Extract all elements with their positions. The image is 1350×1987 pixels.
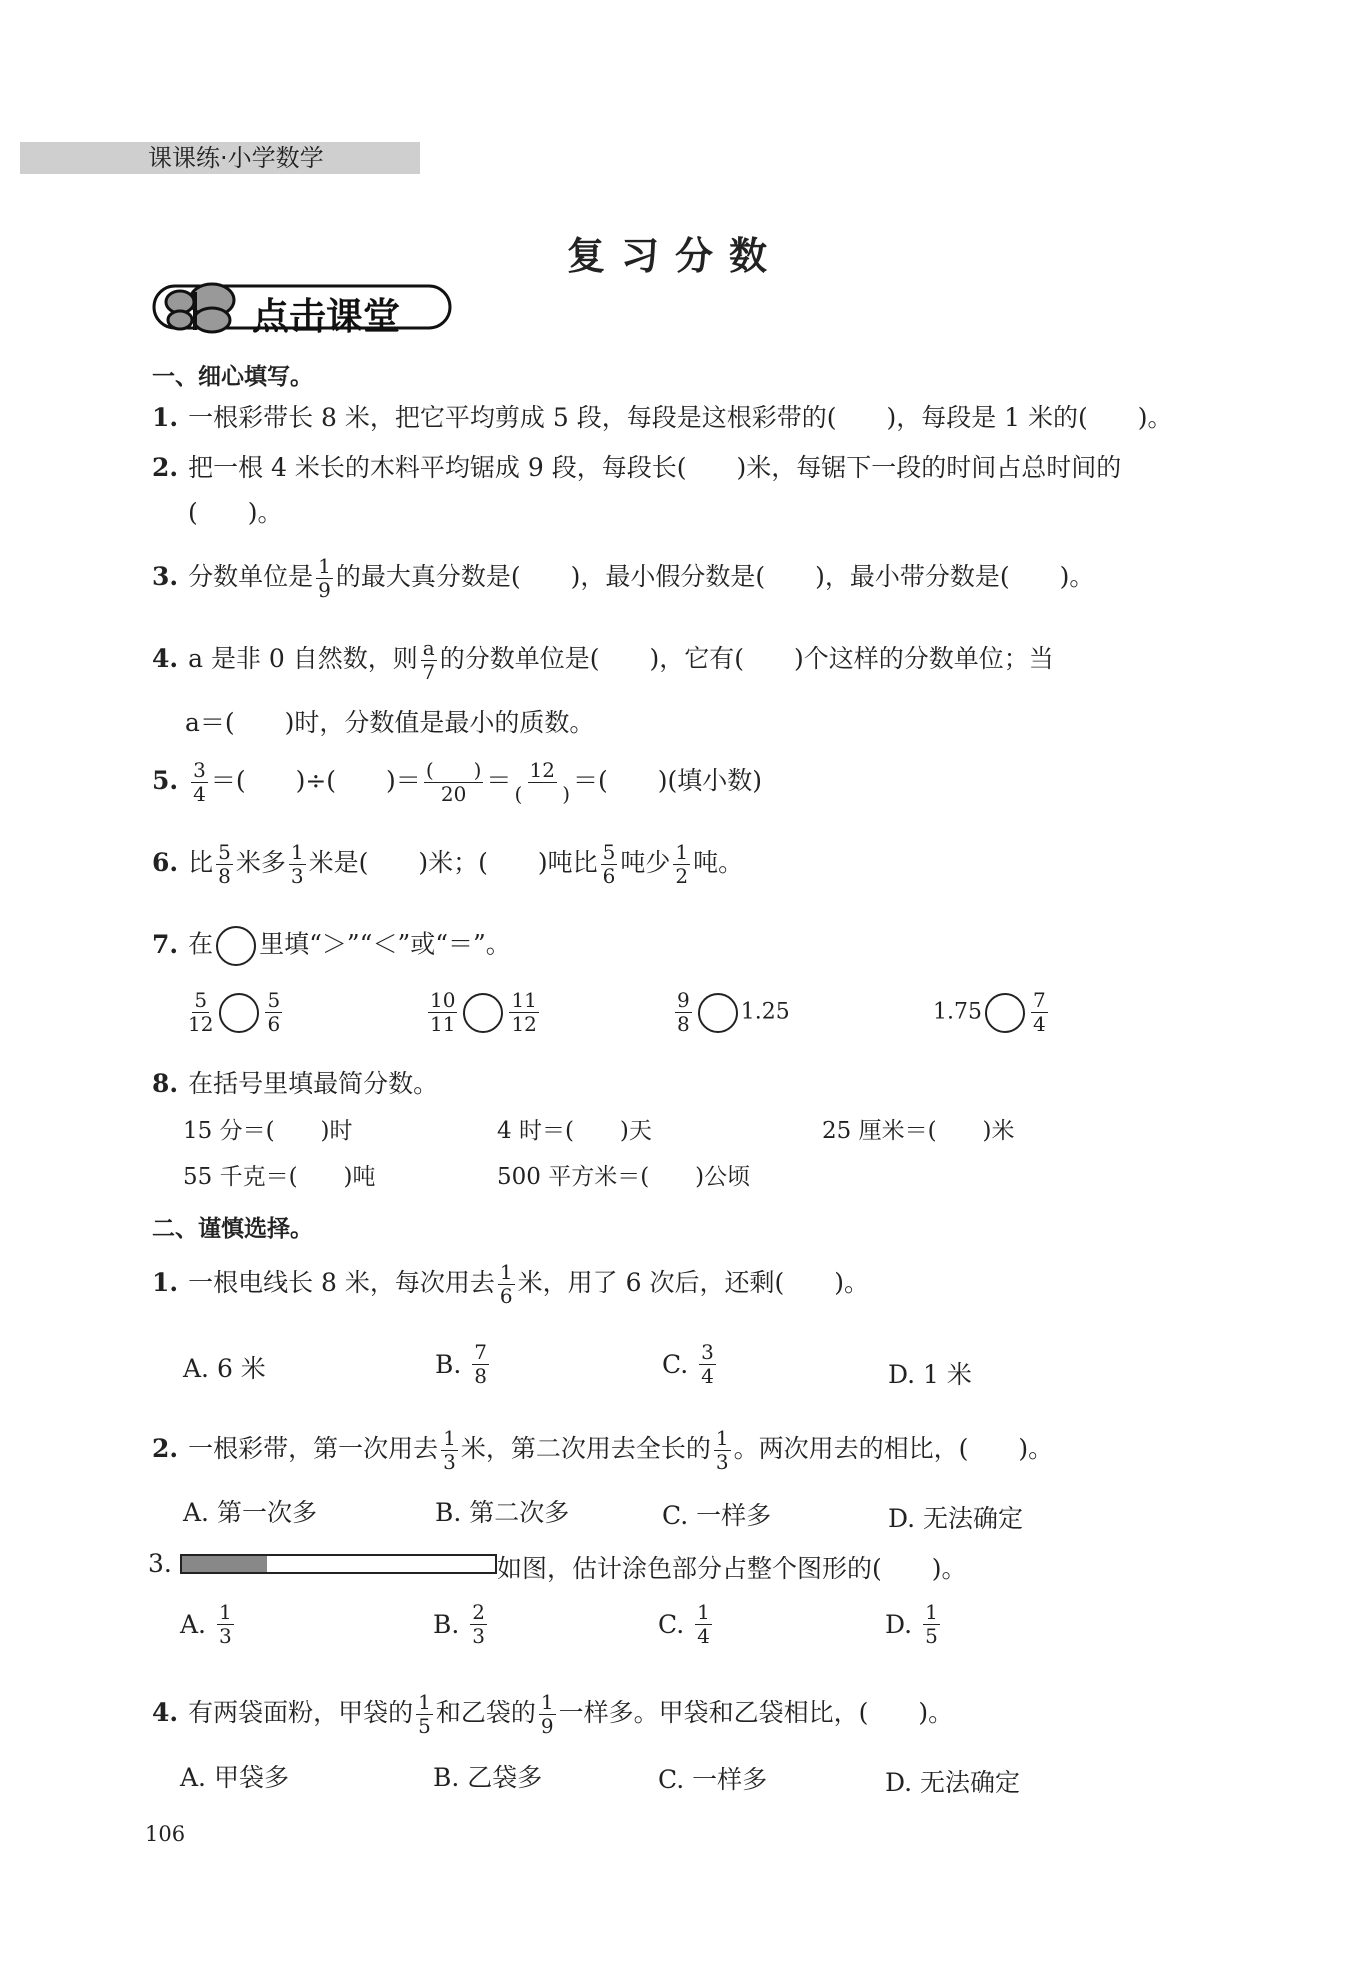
option-a[interactable]: A. 6 米 [183, 1354, 266, 1383]
option-d[interactable]: D. 1 米 [888, 1360, 972, 1389]
conversion-item: 500 平方米＝( )公顷 [497, 1164, 751, 1190]
banner-label: 点击课堂 [252, 295, 400, 338]
choice-question-3-num: 3. [148, 1549, 172, 1578]
question-4: 4. a 是非 0 自然数，则 $\frac{a}{7}$ 的分数单位是( )，它有( )个这样的分数单位；当 [152, 636, 1054, 684]
choice-question-2: 2. 一根彩带，第一次用去 $\frac{1}{3}$ 米，第二次用去全长的 $\frac{1}{3}$ 。两次用去的相比，( )。 [152, 1426, 1054, 1474]
question-2: 2. 把一根 4 米长的木料平均锯成 9 段，每段长( )米，每锯下一段的时间占总时间的 [152, 453, 1122, 482]
circle-icon[interactable] [463, 993, 503, 1033]
fraction: $\frac{1}{9}$ [318, 554, 331, 602]
estimate-bar [180, 1554, 497, 1574]
circle-icon[interactable] [698, 993, 738, 1033]
conversion-item: 25 厘米＝( )米 [822, 1118, 1015, 1144]
option-a[interactable]: A. 第一次多 [183, 1498, 317, 1527]
option-c[interactable]: C. 一样多 [662, 1501, 772, 1530]
fraction: $\frac{12}{( )}$ [514, 758, 571, 806]
estimate-bar-shaded [182, 1556, 267, 1572]
option-c[interactable]: C. $\frac{3}{4}$ [662, 1340, 714, 1388]
question-5: 5. $\frac{3}{4}$ ＝( )÷( )＝ $\frac{( )}{20}$ ＝ $\frac{12}{( )}$ ＝( )(填小数) [152, 758, 763, 806]
series-title: 课课练·小学数学 [148, 144, 324, 172]
compare-item: $\frac{10}{11}$ $\frac{11}{12}$ [430, 988, 537, 1036]
question-7: 7. 在 里填“＞”“＜”或“＝”。 [152, 926, 511, 966]
conversion-item: 15 分＝( )时 [183, 1118, 353, 1144]
option-d[interactable]: D. 无法确定 [885, 1768, 1021, 1797]
option-b[interactable]: B. $\frac{2}{3}$ [433, 1600, 486, 1648]
option-c[interactable]: C. $\frac{1}{4}$ [658, 1600, 710, 1648]
question-2-cont: ( )。 [188, 498, 283, 527]
question-4-cont: a＝( )时，分数值是最小的质数。 [185, 708, 595, 737]
choice-question-4: 4. 有两袋面粉，甲袋的 $\frac{1}{5}$ 和乙袋的 $\frac{1}{9}$ 一样多。甲袋和乙袋相比，( )。 [152, 1690, 954, 1738]
conversion-item: 4 时＝( )天 [497, 1118, 652, 1144]
circle-icon[interactable] [219, 993, 259, 1033]
fraction: $\frac{3}{4}$ [193, 758, 206, 806]
choice-question-3: 如图，估计涂色部分占整个图形的( )。 [497, 1554, 967, 1583]
circle-icon[interactable] [985, 993, 1025, 1033]
compare-item: 1.75 $\frac{7}{4}$ [933, 988, 1046, 1036]
compare-item: $\frac{9}{8}$ 1.25 [677, 988, 790, 1036]
option-d[interactable]: D. 无法确定 [888, 1504, 1024, 1533]
circle-icon [216, 926, 256, 966]
question-8: 8. 在括号里填最简分数。 [152, 1069, 439, 1098]
conversion-item: 55 千克＝( )吨 [183, 1164, 376, 1190]
page-number: 106 [145, 1822, 186, 1846]
section-banner [152, 278, 452, 336]
option-b[interactable]: B. $\frac{7}{8}$ [435, 1340, 488, 1388]
option-a[interactable]: A. $\frac{1}{3}$ [180, 1600, 232, 1648]
choice-question-1: 1. 一根电线长 8 米，每次用去 $\frac{1}{6}$ 米，用了 6 次后，还剩( )。 [152, 1260, 869, 1308]
page-title: 复习分数 [566, 234, 783, 278]
question-6: 6. 比 $\frac{5}{8}$ 米多 $\frac{1}{3}$ 米是( )米；( )吨比 $\frac{5}{6}$ 吨少 $\frac{1}{2}$ 吨。 [152, 840, 744, 888]
option-a[interactable]: A. 甲袋多 [180, 1763, 289, 1792]
option-b[interactable]: B. 乙袋多 [433, 1763, 543, 1792]
option-c[interactable]: C. 一样多 [658, 1765, 768, 1794]
option-d[interactable]: D. $\frac{1}{5}$ [885, 1600, 938, 1648]
question-1: 1. 一根彩带长 8 米，把它平均剪成 5 段，每段是这根彩带的( )，每段是 1 米的( )。 [152, 403, 1173, 432]
option-b[interactable]: B. 第二次多 [435, 1498, 570, 1527]
butterfly-icon [166, 284, 234, 332]
section-heading-fill: 一、细心填写。 [152, 364, 313, 390]
section-heading-choice: 二、谨慎选择。 [152, 1216, 313, 1242]
compare-item: $\frac{5}{12}$ $\frac{5}{6}$ [188, 988, 281, 1036]
fraction: $\frac{( )}{20}$ [425, 758, 482, 806]
fraction: $\frac{a}{7}$ [422, 636, 436, 684]
question-3: 3. 分数单位是 $\frac{1}{9}$ 的最大真分数是( )，最小假分数是( )，最小带分数是( )。 [152, 554, 1095, 602]
